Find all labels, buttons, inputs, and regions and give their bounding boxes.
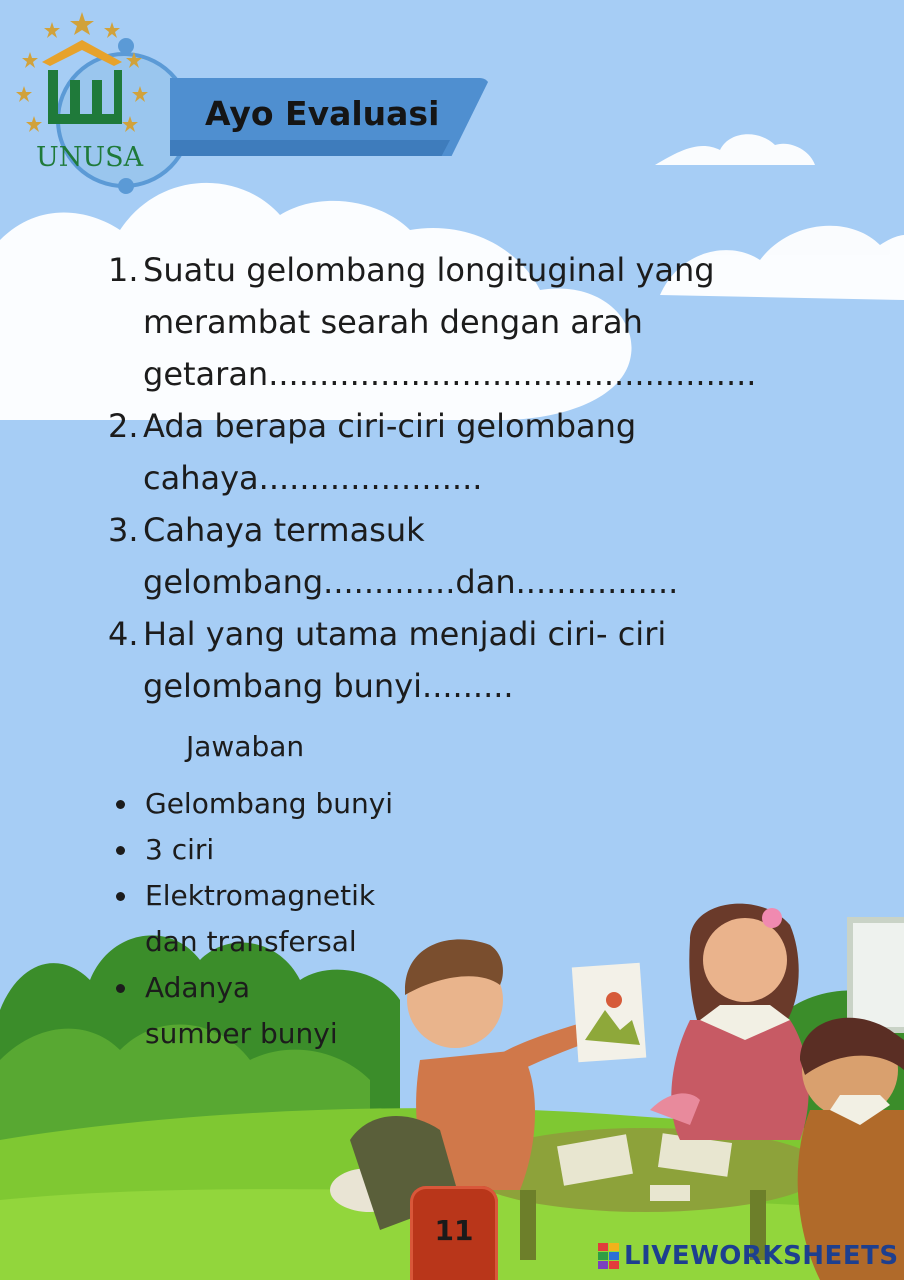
question-text: Hal yang utama menjadi ciri- ciri gelombang bunyi.........	[143, 615, 667, 705]
liveworksheets-icon	[598, 1243, 620, 1269]
page-title: Ayo Evaluasi	[205, 94, 440, 133]
liveworksheets-watermark	[598, 1238, 899, 1274]
question-number: 3.	[108, 511, 139, 549]
answer-item	[112, 965, 492, 1057]
question-number: 1.	[108, 251, 139, 289]
answer-item	[112, 873, 492, 965]
answer-item	[112, 781, 492, 827]
question-item	[108, 244, 808, 400]
question-text: Suatu gelombang longituginal yang merambat searah dengan arah getaran................................................	[143, 251, 757, 393]
answer-heading: Jawaban	[186, 730, 305, 763]
question-number: 2.	[108, 407, 139, 445]
page-number: 11	[434, 1214, 474, 1247]
answer-text: 3 ciri	[145, 833, 215, 866]
question-text: Ada berapa ciri-ciri gelombang cahaya......................	[143, 407, 637, 497]
question-number: 4.	[108, 615, 139, 653]
answer-text: Elektromagnetik dan transfersal	[145, 879, 376, 958]
question-item	[108, 400, 808, 504]
answer-list	[112, 781, 492, 1057]
question-item	[108, 608, 808, 712]
title-banner-shadow	[170, 140, 450, 156]
question-list	[108, 244, 808, 712]
answer-text: Adanya sumber bunyi	[145, 971, 338, 1050]
question-item	[108, 504, 808, 608]
answer-item	[112, 827, 492, 873]
logo-text: UNUSA	[36, 142, 144, 173]
watermark-text: LIVEWORKSHEETS	[624, 1241, 899, 1271]
answer-text: Gelombang bunyi	[145, 787, 394, 820]
question-text: Cahaya termasuk gelombang.............dan................	[143, 511, 679, 601]
